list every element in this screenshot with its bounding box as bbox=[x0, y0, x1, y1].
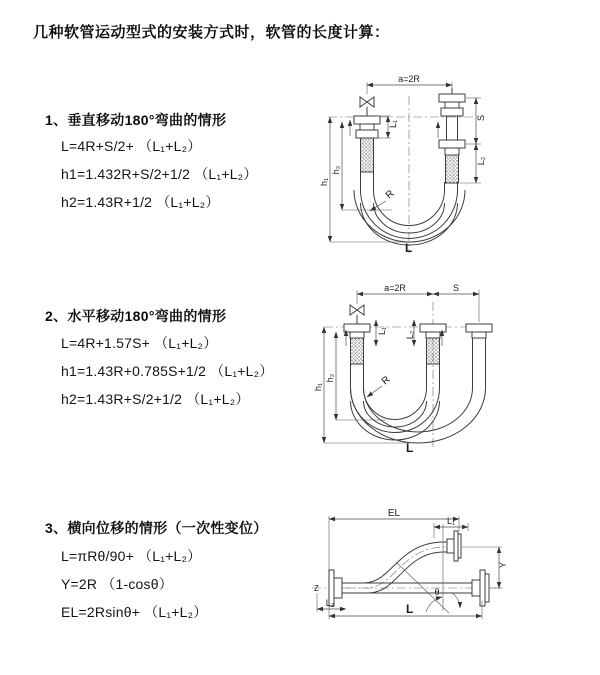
section-2-formula-h2: h2=1.43R+S/2+1/2 （L₁+L₂） bbox=[61, 391, 250, 407]
section-1-heading: 1、垂直移动180°弯曲的情形 bbox=[45, 112, 227, 128]
dim-label-r: R bbox=[379, 374, 393, 388]
upper-flange-assembly bbox=[447, 531, 461, 561]
section-2-formula-L: L=4R+1.57S+ （L₁+L₂） bbox=[61, 335, 218, 351]
dim-label-theta: θ bbox=[434, 587, 440, 597]
dimension-a2r bbox=[357, 283, 479, 322]
dim-label-l1: L₁ bbox=[388, 119, 398, 129]
diagram-vertical-180-bend bbox=[310, 70, 590, 260]
dim-label-l-total: L bbox=[406, 441, 414, 455]
dim-label-el: EL bbox=[387, 508, 401, 519]
left-pipe-assembly bbox=[344, 324, 370, 364]
dim-label-h1: h₁ bbox=[319, 177, 329, 187]
dimension-l-total bbox=[329, 601, 482, 619]
right-pipe-assembly bbox=[466, 324, 492, 375]
dimension-l1 bbox=[376, 320, 387, 346]
right-pipe-assembly bbox=[439, 88, 465, 183]
section-1-formula-h2: h2=1.43R+1/2 （L₁+L₂） bbox=[61, 194, 220, 210]
section-3-heading: 3、横向位移的情形（一次性变位） bbox=[45, 520, 268, 536]
braided-hose-section bbox=[427, 338, 440, 364]
dim-label-h2: h₂ bbox=[325, 373, 335, 383]
dimension-s bbox=[466, 98, 486, 144]
section-1-formula-L: L=4R+S/2+ （L₁+L₂） bbox=[61, 138, 202, 154]
right-flange-assembly bbox=[472, 570, 489, 606]
diagram-lateral-displacement bbox=[296, 498, 600, 658]
dim-label-l1: L₁ bbox=[446, 516, 456, 526]
dim-label-s: S bbox=[476, 114, 486, 122]
section-3-formula-L: L=πRθ/90+ （L₁+L₂） bbox=[61, 548, 202, 564]
dim-label-l: L bbox=[406, 602, 414, 616]
dim-label-a2r: a=2R bbox=[398, 74, 420, 84]
diagram-horizontal-180-bend bbox=[310, 280, 590, 460]
section-2-heading: 2、水平移动180°弯曲的情形 bbox=[45, 308, 227, 324]
dimension-s bbox=[433, 283, 479, 294]
dim-label-h2: h₂ bbox=[331, 165, 341, 175]
braided-hose-section bbox=[351, 338, 364, 364]
left-pipe-assembly bbox=[354, 116, 380, 172]
braided-hose-section bbox=[361, 138, 374, 172]
s-curve-hose bbox=[342, 542, 447, 593]
dim-label-l-total: L bbox=[405, 241, 413, 255]
dim-label-l2: L₂ bbox=[476, 156, 486, 166]
section-1-formula-h1: h1=1.432R+S/2+1/2 （L₁+L₂） bbox=[61, 166, 258, 182]
dimension-l2 bbox=[460, 144, 486, 183]
braided-hose-section bbox=[446, 155, 459, 183]
dim-label-h1: h₁ bbox=[313, 382, 323, 392]
page-title: 几种软管运动型式的安装方式时，软管的长度计算： bbox=[33, 24, 390, 41]
section-2-formula-h1: h1=1.43R+0.785S+1/2 （L₁+L₂） bbox=[61, 363, 274, 379]
z-axis-marker: Z bbox=[314, 584, 319, 593]
dimension-a2r bbox=[367, 74, 452, 94]
valve-icon bbox=[360, 97, 374, 116]
section-3-formula-Y: Y=2R （1-cosθ） bbox=[61, 576, 173, 592]
construction-lines bbox=[396, 524, 449, 613]
u-bend-hoses bbox=[351, 364, 486, 443]
dim-label-r: R bbox=[383, 188, 397, 202]
dim-label-l2: L₂ bbox=[405, 330, 415, 340]
radius-leader bbox=[367, 374, 392, 397]
dim-label-y: Y bbox=[498, 561, 508, 569]
dim-label-s: S bbox=[452, 283, 460, 293]
section-3-formula-EL: EL=2Rsinθ+ （L₁+L₂） bbox=[61, 604, 208, 620]
dim-label-l2: L₂ bbox=[325, 598, 335, 608]
dimension-el bbox=[329, 508, 459, 619]
dim-label-a2r: a=2R bbox=[384, 283, 406, 293]
valve-icon bbox=[350, 305, 364, 324]
dim-label-l1: L₁ bbox=[377, 326, 387, 336]
dimension-l2 bbox=[405, 320, 415, 346]
